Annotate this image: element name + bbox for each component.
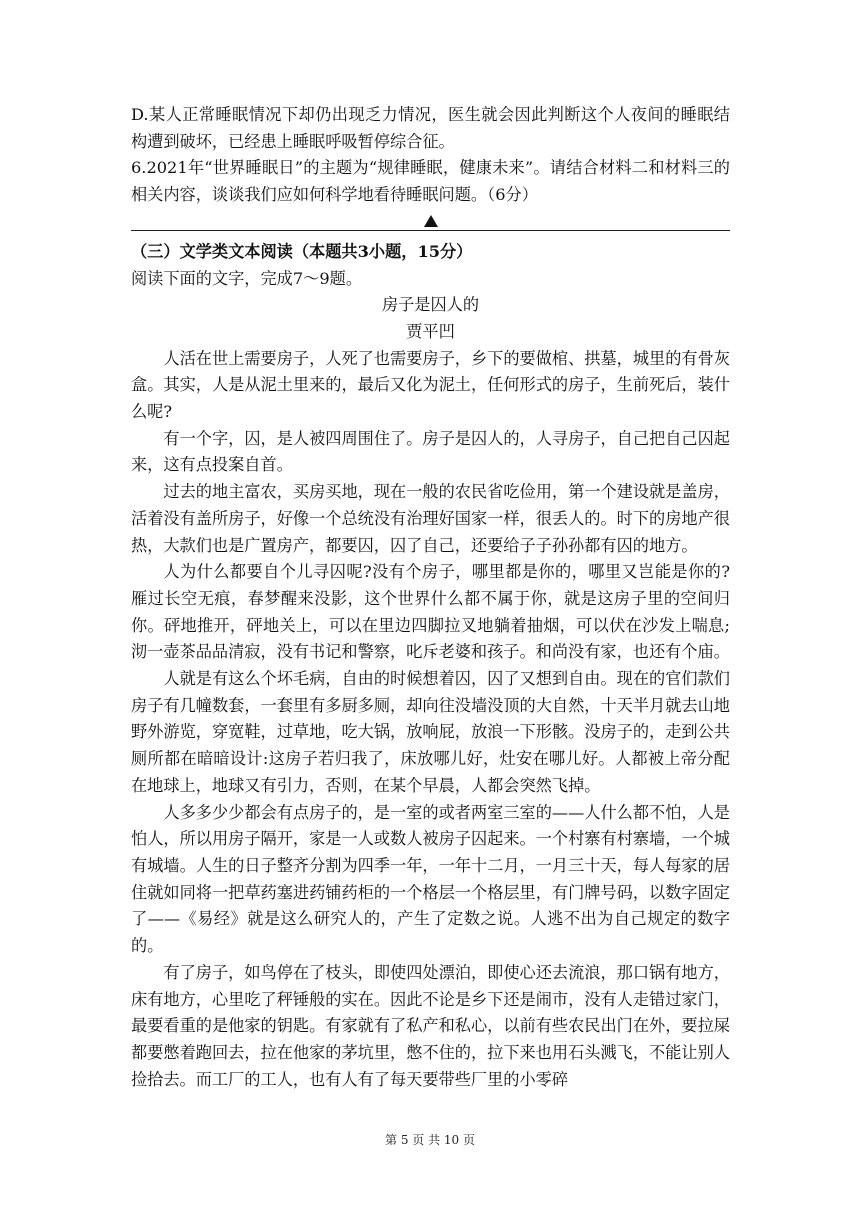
q5-option-d: D.某人正常睡眠情况下却仍出现乏力情况，医生就会因此判断这个人夜间的睡眠结构遭到破坏，已经患上睡眠呼吸暂停综合征。 bbox=[131, 105, 730, 151]
answer-separator bbox=[131, 209, 730, 233]
page-content bbox=[131, 102, 730, 1093]
essay-paragraph: 有一个字，囚，是人被四周围住了。房子是囚人的，人寻房子，自己把自己囚起来，这有点投案自首。 bbox=[131, 428, 730, 475]
essay-paragraph: 过去的地主富农，买房买地，现在一般的农民省吃俭用，第一个建设就是盖房，活着没有盖所房子，好像一个总统没有治理好国家一样，很丢人的。时下的房地产很热，大款们也是广置房产，都要囚，囚了自己，还要给子子孙孙都有囚的地方。 bbox=[131, 482, 730, 555]
essay-title: 房子是囚人的 bbox=[381, 295, 480, 315]
question-6: 6.2021年“世界睡眠日”的主题为“规律睡眠，健康未来”。请结合材料二和材料三的相关内容，谈谈我们应如何科学地看待睡眠问题。（6分） bbox=[131, 158, 730, 205]
divider-line bbox=[131, 230, 730, 231]
page-footer: 第 5 页 共 10 页 bbox=[385, 1133, 475, 1147]
essay-paragraph: 人活在世上需要房子，人死了也需要房子，乡下的要做棺、拱墓，城里的有骨灰盒。其实，人是从泥土里来的，最后又化为泥土，任何形式的房子，生前死后，装什么呢? bbox=[131, 348, 730, 422]
essay-paragraph: 人多多少少都会有点房子的，是一室的或者两室三室的——人什么都不怕，人是怕人，所以用房子隔开，家是一人或数人被房子囚起来。一个村寨有村寨墙，一个城有城墙。人生的日子整齐分割为四季一年，一年十二月，一月三十天，每人每家的居住就如同将一把草药塞进药铺药柜的一个格层一个格层里，有门牌号码，以数字固定了——《易经》就是这么研究人的，产生了定数之说。人逃不出为自己规定的数字的。 bbox=[131, 802, 730, 956]
essay-paragraph: 人为什么都要自个儿寻囚呢?没有个房子，哪里都是你的，哪里又岂能是你的?雁过长空无痕，春梦醒来没影，这个世界什么都不属于你，就是这房子里的空间归你。砰地推开，砰地关上，可以在里边四脚拉叉地躺着抽烟，可以伏在沙发上喘息;沏一壶茶品品清寂，没有书记和警察，叱斥老婆和孩子。和尚没有家，也还有个庙。 bbox=[131, 562, 730, 662]
triangle-icon bbox=[424, 215, 438, 227]
essay-paragraph: 有了房子，如鸟停在了枝头，即使四处漂泊，即使心还去流浪，那口锅有地方，床有地方，心里吃了秤锤般的实在。因此不论是乡下还是闹市，没有人走错过家门，最要看重的是他家的钥匙。有家就有了私产和私心，以前有些农民出门在外，要拉屎都要憋着跑回去，拉在他家的茅坑里，憋不住的，拉下来也用石头溅飞，不能让别人捡拾去。而工厂的工人，也有人有了每天要带些厂里的小零碎 bbox=[131, 962, 730, 1089]
section-title: （三）文学类文本阅读（本题共3小题，15分） bbox=[131, 241, 473, 261]
essay-author: 贾平凹 bbox=[406, 321, 455, 341]
instruction: 阅读下面的文字，完成7～9题。 bbox=[131, 268, 363, 288]
essay-paragraph: 人就是有这么个坏毛病，自由的时候想着囚，囚了又想到自由。现在的官们款们房子有几幢数套，一套里有多厨多厕，却向往没墙没顶的大自然，十天半月就去山地野外游览，穿宽鞋，过草地，吃大锅，放响屁，放浪一下形骸。没房子的，走到公共厕所都在暗暗设计:这房子若归我了，床放哪儿好，灶安在哪儿好。人都被上帝分配在地球上，地球又有引力，否则，在某个早晨，人都会突然飞掉。 bbox=[131, 669, 730, 795]
